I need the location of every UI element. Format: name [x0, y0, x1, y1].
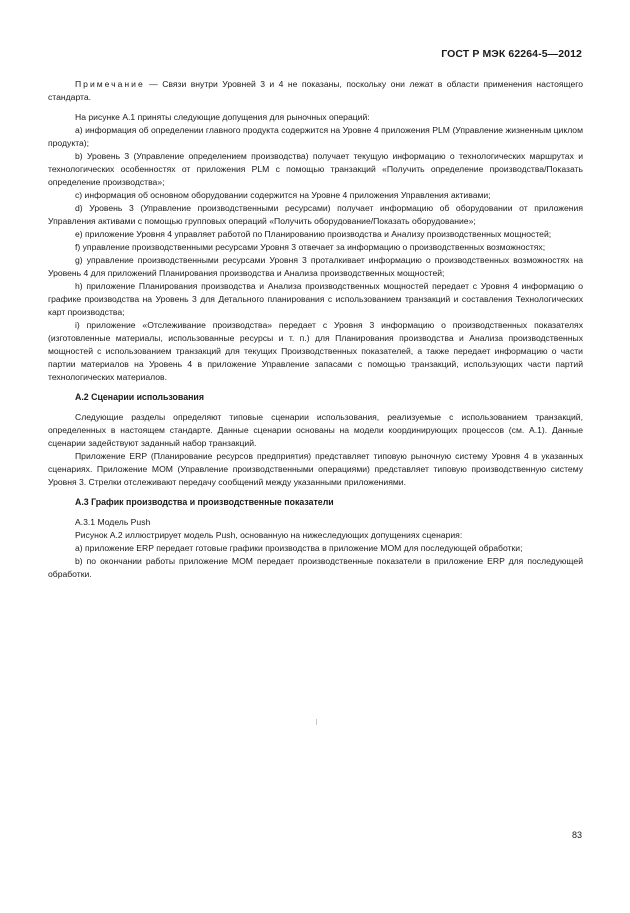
document-header: ГОСТ Р МЭК 62264-5—2012 — [441, 48, 582, 60]
divider-mark — [316, 719, 317, 725]
list-item: c) информация об основном оборудовании содержится на Уровне 4 приложения Управления активами; — [75, 190, 491, 200]
paragraph: Приложение ERP (Планирование ресурсов предприятия) представляет типовую рыночную систему Уровня 4 в указанных сценариях. Приложение МОМ (Управление производственными операциями) представляет типовую производственную систему Уровня 3. Стрелки отслеживают передачу сообщений между указанными приложениями. — [48, 451, 583, 487]
list-item: d) Уровень 3 (Управление производственными ресурсами) получает информацию об оборудовании от приложения Управления активами с помощью групповых операций «Получить оборудование/Показать оборудование»; — [48, 203, 583, 226]
list-item: g) управление производственными ресурсами Уровня 3 проталкивает информацию о производственных возможностях на Уровень 4 для приложений Планирования производства и Анализа производственных мощностей; — [48, 255, 583, 278]
paragraph: Рисунок А.2 иллюстрирует модель Push, основанную на нижеследующих допущениях сценария: — [75, 530, 463, 540]
list-item: f) управление производственными ресурсами Уровня 3 отвечает за информацию о производственных возможностях; — [75, 242, 546, 252]
list-item: h) приложение Планирования производства и Анализа производственных мощностей передает с Уровня 4 информацию о графике производства на Уровень 3 для Детального планирования с использованием транзакций и составления Технологических карт производства; — [48, 281, 583, 317]
section-heading-a3: А.3 График производства и производственные показатели — [75, 497, 334, 507]
list-item: i) приложение «Отслеживание производства» передает с Уровня 3 информацию о производственных показателях (изготовленные материалы, использованные ресурсы и т. п.) для Планирования производства и Анализа производственных мощностей с использованием транзакций для текущих Производственных показателей, а также передает информацию о части партии материалов на Уровень 4 в приложение Управление запасами с помощью транзакций, использующих части партий технологических материалов. — [48, 320, 583, 382]
list-item: b) по окончании работы приложение МОМ передает производственные показатели в приложение ERP для последующей обработки. — [48, 556, 583, 579]
page-number: 83 — [571, 830, 582, 840]
note-text: — Связи внутри Уровней 3 и 4 не показаны, поскольку они лежат в области применения настоящего стандарта. — [48, 79, 583, 102]
paragraph: Следующие разделы определяют типовые сценарии использования, реализуемые с использованием транзакций, определенных в настоящем стандарте. Данные сценарии основаны на модели координирующих процессов (см. А.1). Данные сценарии задействуют заданный набор транзакций. — [48, 412, 583, 448]
section-heading-a2: А.2 Сценарии использования — [75, 392, 204, 402]
note-label: Примечание — [75, 79, 145, 89]
note-paragraph — [48, 78, 583, 104]
intro-paragraph: На рисунке А.1 приняты следующие допущения для рыночных операций: — [75, 112, 370, 122]
subsection-heading: А.3.1 Модель Push — [75, 517, 151, 527]
list-item: а) информация об определении главного продукта содержится на Уровне 4 приложения PLM (Управление жизненным циклом продукта); — [48, 125, 583, 148]
list-item: а) приложение ERP передает готовые графики производства в приложение МОМ для последующей обработки; — [75, 543, 523, 553]
list-item: b) Уровень 3 (Управление определением производства) получает текущую информацию о технологических маршрутах и технологических особенностях от приложения PLM с помощью транзакций «Получить определение производства/Показать определение производства»; — [48, 151, 583, 187]
page-content — [48, 78, 583, 581]
list-item: e) приложение Уровня 4 управляет работой по Планированию производства и Анализу производственных мощностей; — [75, 229, 552, 239]
